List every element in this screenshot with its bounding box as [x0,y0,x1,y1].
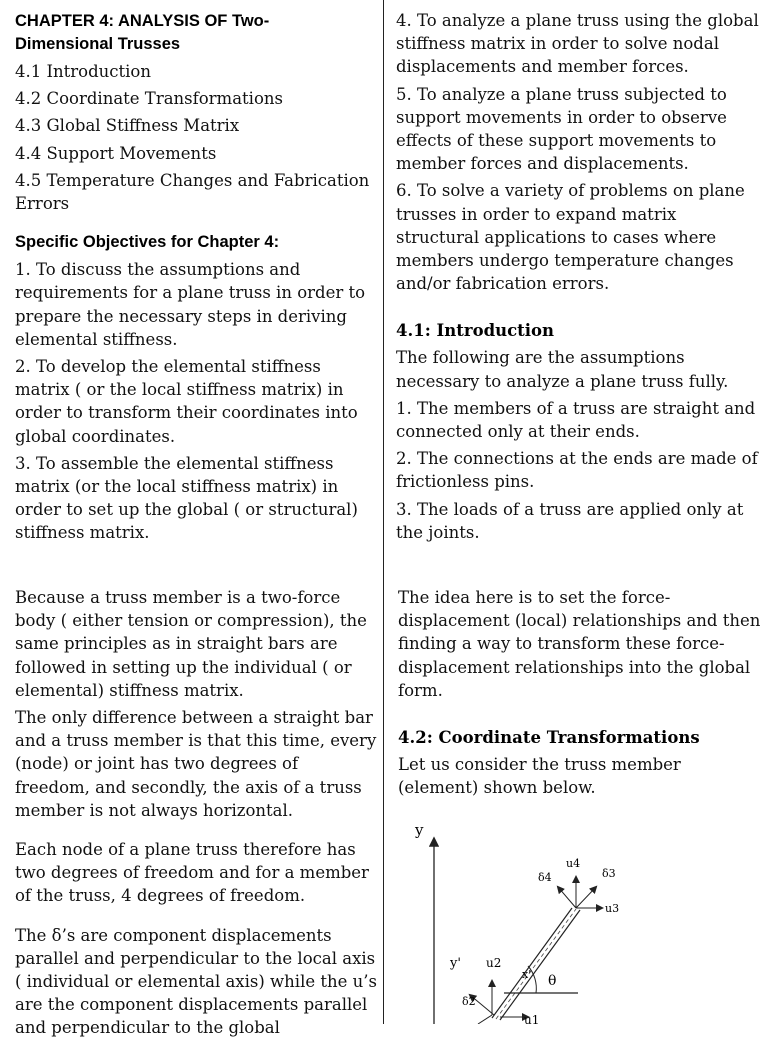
body-paragraph: Because a truss member is a two-force body ( either tension or compression), the same principles as in straight bars are followed in setting up the individual ( or elemental) stiffness matrix. [15,588,367,700]
delta4-arrow [558,887,576,908]
y-axis-label: y [415,821,424,839]
toc-item: 4.2 Coordinate Transformations [15,89,283,109]
column-divider [383,0,384,1024]
truss-member-edge [500,910,580,1020]
delta3-label: δ3 [602,867,616,880]
delta2-arrow [478,1015,492,1024]
assumption-item: 1. The members of a truss are straight and connected only at their ends. [396,398,756,442]
delta2-label: δ2 [462,995,476,1008]
coord-heading: 4.2: Coordinate Transformations [398,728,700,748]
idea-text: The idea here is to set the force-displacement (local) relationships and then finding a way to transform these force-displacement relationships into the global form. [398,588,761,700]
intro-text: The following are the assumptions necessary to analyze a plane truss fully. [396,348,729,391]
objective-item: 1. To discuss the assumptions and requirements for a plane truss in order to prepare the necessary steps in deriving elemental stiffness. [15,260,366,349]
objective-item: 4. To analyze a plane truss using the global stiffness matrix in order to solve nodal displacements and member forces. [396,11,759,77]
y-prime-label: y' [450,956,461,971]
toc-item: 4.4 Support Movements [15,143,217,163]
coord-text: Let us consider the truss member (element) shown below. [398,755,681,798]
objective-item: 3. To assemble the elemental stiffness matrix (or the local stiffness matrix) in order to set up the global ( or structural) stiffness matrix. [15,453,358,543]
chapter-title: CHAPTER 4: ANALYSIS OF Two-Dimensional Trusses [15,12,270,53]
theta-label: θ [548,973,557,989]
delta4-label: δ4 [538,871,552,884]
toc-item: 4.3 Global Stiffness Matrix [15,116,240,136]
assumption-item: 3. The loads of a truss are applied only at the joints. [396,499,744,542]
u1-label: u1 [524,1013,540,1024]
body-paragraph: The δ’s are component displacements parallel and perpendicular to the local axis ( individual or elemental axis) while the u’s are the component displacements parallel and perpendicular to the global [15,925,377,1038]
intro-heading: 4.1: Introduction [396,321,555,341]
delta3-arrow [576,887,596,908]
objective-item: 5. To analyze a plane truss subjected to support movements in order to observe effects of these support movements to member forces and displacements. [396,84,727,174]
toc-list [15,60,377,215]
u2-label: u2 [486,956,502,970]
objective-item: 6. To solve a variety of problems on plane trusses in order to expand matrix structural applications to cases where members undergo temperature changes and/or fabrication errors. [396,181,745,294]
u3-label: u3 [605,902,620,915]
local-x-axis [496,909,576,1019]
toc-item: 4.1 Introduction [15,62,151,81]
toc-item: 4.5 Temperature Changes and Fabrication Errors [15,170,370,214]
objective-item: 2. To develop the elemental stiffness matrix ( or the local stiffness matrix) in order to transform their coordinates into global coordinates. [15,357,358,446]
body-paragraph: Each node of a plane truss therefore has two degrees of freedom and for a member of the truss, 4 degrees of freedom. [15,840,369,906]
right-bottom-section [398,586,762,799]
truss-member-edge [492,908,572,1018]
truss-element-figure [400,815,660,1024]
left-bottom-section [15,586,377,1040]
left-top-section [15,10,377,545]
u4-label: u4 [566,857,581,870]
objectives-heading: Specific Objectives for Chapter 4: [15,233,280,252]
x-prime-label: x' [522,968,532,981]
assumption-item: 2. The connections at the ends are made of frictionless pins. [396,449,758,492]
right-top-section [396,9,762,544]
body-paragraph: The only difference between a straight bar and a truss member is that this time, every (node) or joint has two degrees of freedom, and secondly, the axis of a truss member is not always horizontal. [15,708,377,820]
